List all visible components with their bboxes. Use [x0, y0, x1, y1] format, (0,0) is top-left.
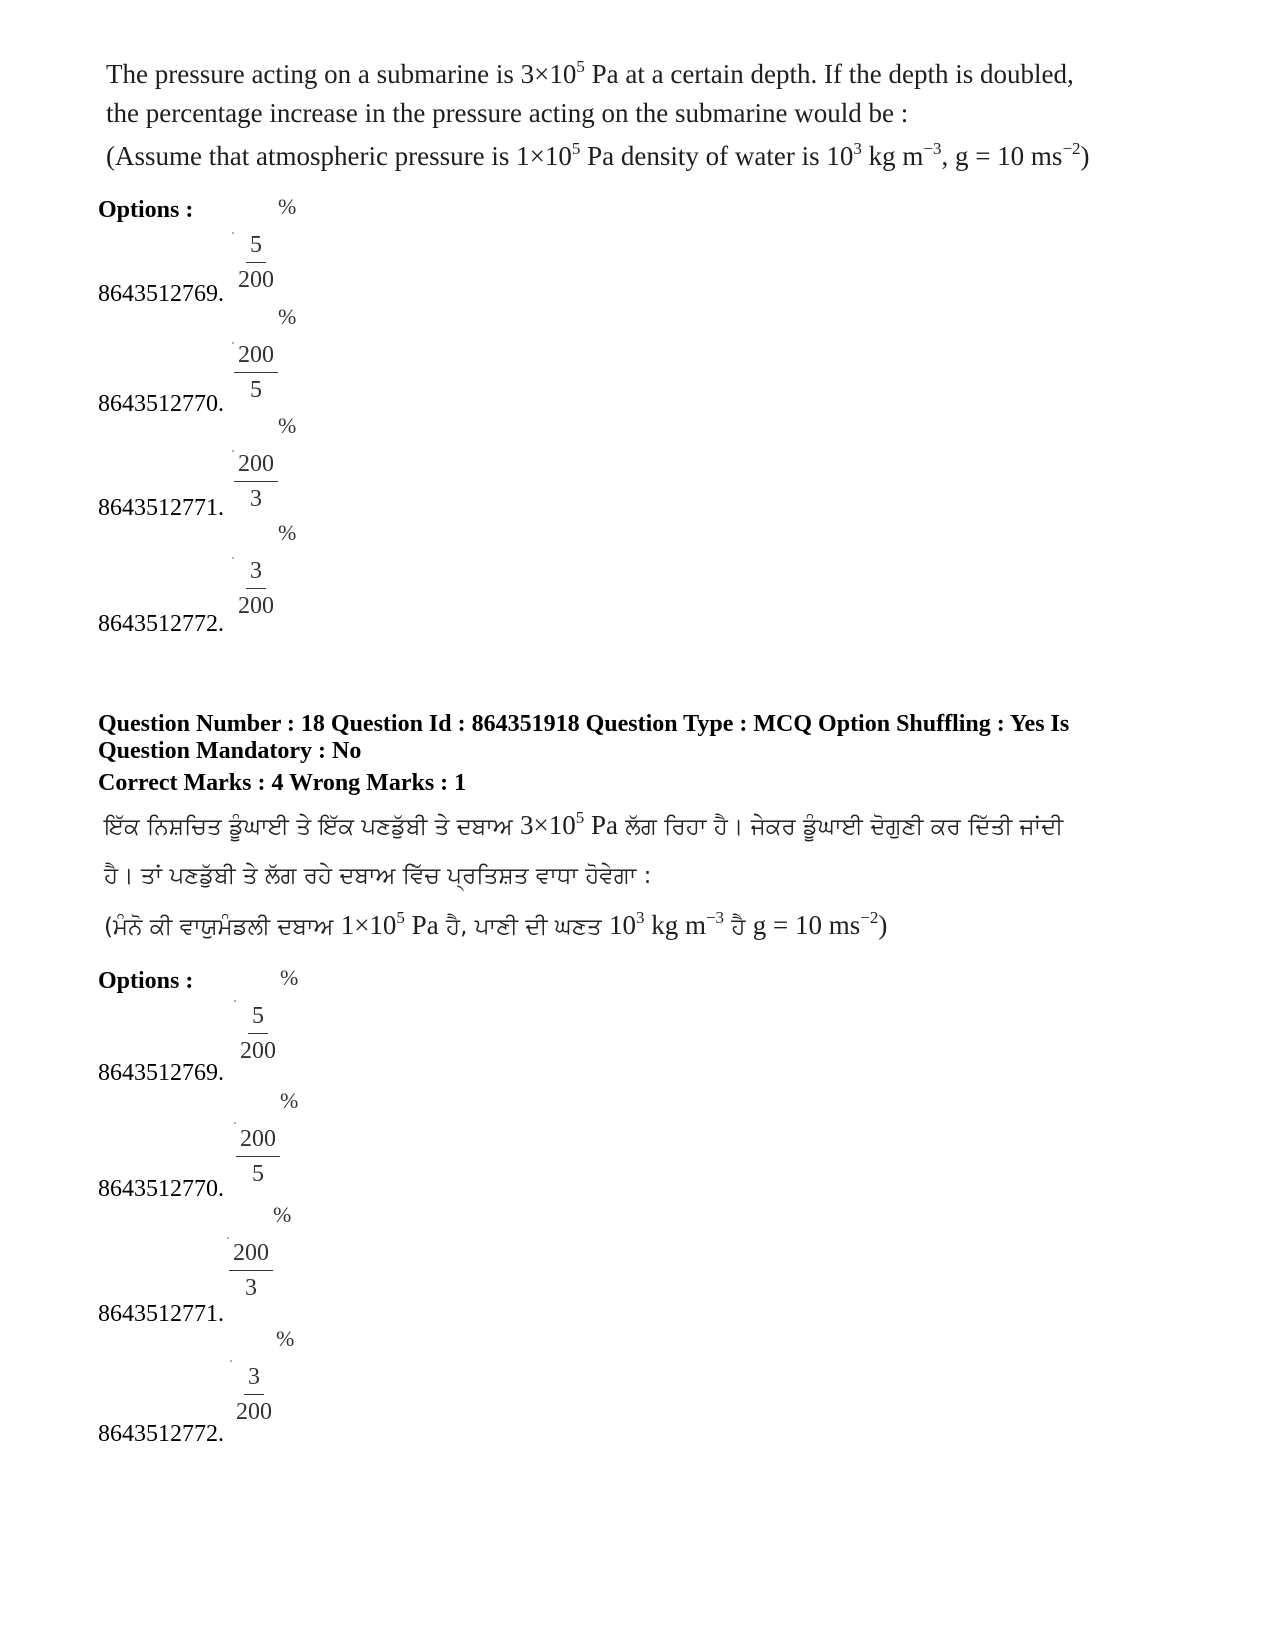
q18-line3-part: ) — [878, 910, 888, 940]
fraction-denominator: 200 — [238, 593, 274, 619]
fraction-denominator: 3 — [245, 1275, 257, 1301]
fraction-numerator: 3 — [244, 1362, 264, 1395]
q18-stem-line1 — [104, 809, 1063, 842]
fraction-denominator: 200 — [240, 1038, 276, 1064]
q17-line3-part: (Assume that atmospheric pressure is 1×10 — [106, 141, 572, 171]
q17-stem-line3 — [106, 140, 1090, 172]
q18-line3-exponent: 5 — [396, 908, 405, 927]
fraction — [229, 1238, 273, 1303]
q18-line3-part: Pa — [404, 910, 439, 940]
fraction-numerator: 200 — [229, 1238, 273, 1271]
fraction-numerator: 200 — [234, 340, 278, 373]
q18-option-3-fraction — [229, 1202, 292, 1303]
q18-line3-part: 10 — [608, 910, 636, 940]
q18-option-1-fraction — [236, 965, 299, 1066]
q18-line1-part: Pa — [584, 810, 618, 840]
percent-sign: % — [276, 1326, 295, 1351]
q18-option-2-fraction — [236, 1088, 299, 1189]
q17-option-1-fraction — [234, 194, 297, 295]
q18-heading-line1: Question Number : 18 Question Id : 864351918 Question Type : MCQ Option Shuffling : Yes Is — [98, 711, 1070, 737]
q18-marks: Correct Marks : 4 Wrong Marks : 1 — [98, 770, 467, 796]
q18-line3-part: g = 10 ms — [752, 910, 861, 940]
q17-line3-exponent: −2 — [1062, 139, 1081, 158]
q18-line3-part: ਹੈ, ਪਾਣੀ ਦੀ ਘਣਤ — [438, 914, 609, 940]
q17-line3-part: ) — [1080, 141, 1090, 171]
percent-sign: % — [278, 304, 297, 329]
q18-line3-part: kg m — [644, 910, 706, 940]
fraction — [234, 449, 278, 514]
percent-sign: % — [280, 1088, 299, 1113]
q17-line3-exponent: 3 — [853, 139, 862, 158]
q17-option-2-fraction — [234, 304, 297, 405]
q18-option-4-id: 8643512772. — [98, 1421, 224, 1447]
q17-stem-line1 — [106, 58, 1074, 90]
fraction-denominator: 5 — [252, 1161, 264, 1187]
q17-option-2-id: 8643512770. — [98, 391, 224, 417]
q17-stem-line2: the percentage increase in the pressure acting on the submarine would be : — [106, 98, 909, 128]
fraction — [234, 340, 278, 405]
percent-sign: % — [278, 413, 297, 438]
q17-line3-part: Pa density of water is 10 — [580, 141, 854, 171]
q17-line3-part: kg m — [861, 141, 924, 171]
q18-heading-line2: Question Mandatory : No — [98, 738, 362, 764]
q18-line3-exponent: −2 — [860, 908, 879, 927]
q17-line3-part: , g = 10 ms — [941, 141, 1063, 171]
fraction-numerator: 3 — [246, 556, 266, 589]
q17-option-1-id: 8643512769. — [98, 281, 224, 307]
q17-option-3-id: 8643512771. — [98, 495, 224, 521]
q18-line1-part: 3×10 — [519, 810, 576, 840]
fraction-numerator: 200 — [234, 449, 278, 482]
q17-line3-exponent: −3 — [923, 139, 942, 158]
percent-sign: % — [278, 194, 297, 219]
q18-option-3-id: 8643512771. — [98, 1301, 224, 1327]
q17-line1-part: Pa at a certain depth. If the depth is doubled, — [584, 59, 1074, 89]
q18-line2-text: ਹੈ। ਤਾਂ ਪਣਡੁੱਬੀ ਤੇ ਲੱਗ ਰਹੇ ਦਬਾਅ ਵਿੱਚ ਪ੍ਰਤਿਸ਼ਤ ਵਾਧਾ ਹੋਵੇਗਾ : — [104, 863, 652, 889]
q17-option-3-fraction — [234, 413, 297, 514]
fraction-numerator: 200 — [236, 1124, 280, 1157]
q18-option-2-id: 8643512770. — [98, 1176, 224, 1202]
fraction — [234, 556, 278, 621]
fraction-denominator: 200 — [236, 1399, 272, 1425]
fraction-denominator: 3 — [250, 486, 262, 512]
q17-options-label: Options : — [98, 197, 194, 223]
percent-sign: % — [273, 1202, 292, 1227]
fraction — [236, 1124, 280, 1189]
q18-option-1-id: 8643512769. — [98, 1060, 224, 1086]
q18-line3-exponent: −3 — [705, 908, 725, 927]
fraction-numerator: 5 — [248, 1001, 268, 1034]
fraction — [236, 1001, 280, 1066]
q18-line3-part: 1×10 — [340, 910, 397, 940]
q18-stem-line2 — [104, 858, 651, 891]
q17-option-4-id: 8643512772. — [98, 611, 224, 637]
q18-options-label: Options : — [98, 968, 194, 994]
fraction — [234, 230, 278, 295]
percent-sign: % — [278, 520, 297, 545]
q18-line3-exponent: 3 — [635, 908, 645, 927]
q17-line1-part: The pressure acting on a submarine is 3×10 — [106, 59, 577, 89]
q17-line3-exponent: 5 — [571, 139, 581, 158]
q18-line1-exponent: 5 — [575, 808, 585, 827]
q17-line1-exponent: 5 — [576, 57, 585, 76]
q18-option-4-fraction — [232, 1326, 295, 1427]
q18-line3-part: (ਮੰਨੋ ਕੀ ਵਾਯੁਮੰਡਲੀ ਦਬਾਅ — [104, 914, 341, 940]
q18-line1-part: ਇੱਕ ਨਿਸ਼ਚਿਤ ਡੂੰਘਾਈ ਤੇ ਇੱਕ ਪਣਡੁੱਬੀ ਤੇ ਦਬਾਅ — [104, 814, 520, 840]
q18-stem-line3 — [104, 909, 887, 942]
q18-line3-part: ਹੈ — [724, 914, 753, 940]
fraction-numerator: 5 — [246, 230, 266, 263]
q17-option-4-fraction — [234, 520, 297, 621]
q18-line1-part: ਲੱਗ ਰਿਹਾ ਹੈ। ਜੇਕਰ ਡੂੰਘਾਈ ਦੋਗੁਣੀ ਕਰ ਦਿੱਤੀ ਜਾਂਦੀ — [617, 814, 1064, 840]
fraction-denominator: 5 — [250, 377, 262, 403]
fraction — [232, 1362, 276, 1427]
percent-sign: % — [280, 965, 299, 990]
fraction-denominator: 200 — [238, 267, 274, 293]
